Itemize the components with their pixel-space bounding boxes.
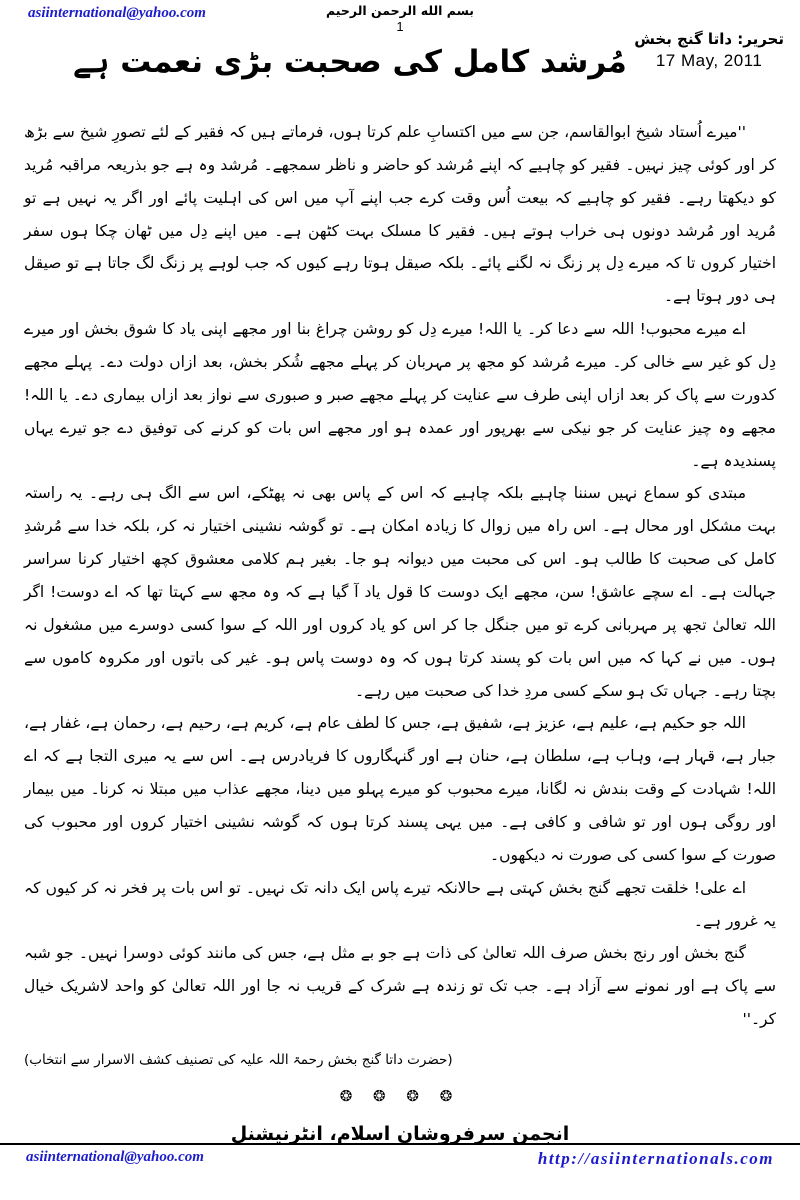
body-paragraph: ''میرے اُستاد شیخ ابوالقاسم، جن سے میں اکتسابِ علم کرتا ہوں، فرماتے ہیں کہ فقیر کے لئے تصورِ شیخ سے بڑھ کر اور کوئی چیز نہیں۔ فقیر کو چاہیے کہ اپنے مُرشد کو حاضر و ناظر سمجھے۔ مُرشد وہ ہے جو بذریعہ مراقبہ مُرید کو دیکھتا رہے۔ فقیر کو چاہیے کہ بیعت اُس وقت کرے جب اپنے آپ میں اس کی اہلیت پائے اور اگر یہ نہیں ہے تو مُرید اور مُرشد دونوں ہی خراب ہوتے ہیں۔ فقیر کا مسلک بہت کٹھن ہے۔ میں اپنے دِل میں ٹھان چکا ہوں سفر اختیار کروں تا کہ میرے دِل پر زنگ نہ لگنے پائے۔ بلکہ صیقل ہوتا رہے کیوں کہ جب لوہے پر زنگ لگ جاتا ہے تو صیقل ہی دور ہوتا ہے۔ [24,123,776,306]
body-paragraph: اے میرے محبوب! اللہ سے دعا کر۔ یا اللہ! میرے دِل کو روشن چراغ بنا اور مجھے اپنی یاد کا شوق بخش اور میرے دِل کو غیر سے خالی کر۔ میرے مُرشد کو مجھ پر مہربان کر پہلے مجھے شُکر بخش، بعد ازاں دولت دے۔ پہلے مجھے کدورت سے پاک کر بعد ازاں اپنی طرف سے عنایت کر پہلے مجھے صبر و صبوری سے نواز بعد ازاں بیماری دے۔ یا اللہ! مجھے وہ چیز عنایت کر جو نیکی سے بھرپور اور عمدہ ہو اور مجھے اس بات کو کرنے کی توفیق دے جو تیرے یہاں پسندیدہ ہے۔ [24,320,776,470]
writer-attribution: تحریر: داتا گنج بخش [634,30,784,48]
writer-block [634,30,784,71]
body-paragraph: اللہ جو حکیم ہے، علیم ہے، عزیز ہے، شفیق ہے، جس کا لطف عام ہے، کریم ہے، رحیم ہے، رحمان ہے، غفار ہے، جبار ہے، قہار ہے، وہاب ہے، سلطان ہے، حنان ہے اور گنہگاروں کا فریادرس ہے۔ اس سے یہ میری التجا ہے کہ اے اللہ! شہادت کے وقت بندش نہ لگانا، میرے محبوب کو میرے پہلو میں دینا، مجھے عذاب میں مبتلا نہ کرنا۔ میں بیمار اور روگی ہوں اور تو شافی و کافی ہے۔ میں یہی پسند کرتا ہوں کہ گوشہ نشینی اختیار کروں اور محبوب کی صورت کے سوا کسی کی صورت نہ دیکھوں۔ [24,714,776,864]
article-body [0,112,800,1155]
body-paragraph: گنج بخش اور رنج بخش صرف اللہ تعالیٰ کی ذات ہے جو بے مثل ہے، جس کی مانند کوئی دوسرا نہیں۔ جو شبہ سے پاک ہے اور نمونے سے آزاد ہے۔ جب تک تو زندہ ہے شرک کے قریب نہ جا اور اللہ تعالیٰ کو واحد لاشریک خیال کر۔'' [24,944,776,1029]
source-attribution: (حضرت داتا گنج بخش رحمۃ اللہ علیہ کی تصنیف کشف الاسرار سے انتخاب) [24,1052,453,1069]
organization-name: انجمن سرفروشان اسلام، انٹرنیشنل [230,1123,570,1146]
footer-website-link[interactable]: http://asiinternationals.com [537,1149,774,1168]
footer-email-link[interactable]: asiinternational@yahoo.com [26,1149,204,1165]
document-title: مُرشد کامل کی صحبت بڑی نعمت ہے [73,44,627,80]
header-email-link[interactable]: asiinternational@yahoo.com [28,5,206,21]
body-paragraph: اے علی! خلقت تجھے گنج بخش کہتی ہے حالانکہ تیرے پاس ایک دانہ تک نہیں۔ تو اس بات پر فخر نہ کر کیوں کہ یہ غرور ہے۔ [24,878,776,930]
star-ornament: ❂ ❂ ❂ ❂ [339,1086,461,1105]
page-header [0,0,800,112]
page-footer [0,1143,800,1169]
body-paragraph: مبتدی کو سماع نہیں سننا چاہیے بلکہ چاہیے کہ اس کے پاس بھی نہ پھٹکے، اس سے الگ ہی رہے۔ یہ راستہ بہت مشکل اور محال ہے۔ اس راہ میں زوال کا زیادہ امکان ہے۔ تو گوشہ نشینی اختیار نہ کر، بلکہ خدا سے مُرشدِ کامل کی صحبت کا طالب ہو۔ اس کی محبت میں دیوانہ ہو جا۔ بغیر ہم کلامی معشوق کچھ اختیار کرنا سراسر جہالت ہے۔ اے سچے عاشق! سن، مجھے ایک دوست کا قول یاد آ گیا ہے کہ وہ مجھ سے کہتا تھا کہ اے دوست! اگر اللہ تعالیٰ تجھ پر مہربانی کرے تو میں جنگل جا کر اس کو یاد کروں اور اللہ کے سوا کسی دوسرے میں مشغول نہ ہوں۔ میں نے کہا کہ میں اس بات کو پسند کرتا ہوں کہ وہ دوست پاس ہو۔ غیر کی باتوں اور مکروہ کاموں سے بچتا رہے۔ جہاں تک ہو سکے کسی مردِ خدا کی صحبت میں رہے۔ [24,484,776,700]
bismillah-text: بسم الله الرحمن الرحيم [326,3,474,18]
footer-row [0,1145,800,1169]
date-text: 17 May, 2011 [655,51,763,70]
page-number: 1 [396,19,404,34]
